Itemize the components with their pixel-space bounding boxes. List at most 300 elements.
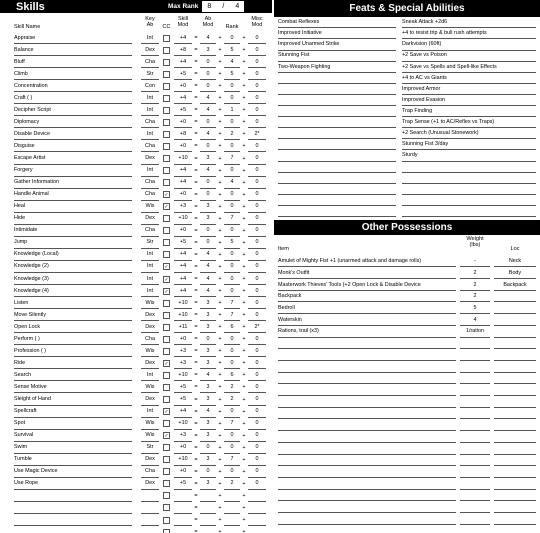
possession-location[interactable] xyxy=(494,455,536,466)
skill-misc-mod[interactable]: 0 xyxy=(248,430,266,442)
skill-key-ability[interactable]: Dex xyxy=(141,357,159,369)
possession-location[interactable] xyxy=(494,350,536,361)
skill-ability-mod[interactable]: 3 xyxy=(200,201,216,213)
skill-key-ability[interactable]: Wis xyxy=(141,430,159,442)
feat-entry[interactable] xyxy=(278,117,396,128)
possession-location[interactable] xyxy=(494,361,536,372)
skill-name[interactable]: Perform ( ) xyxy=(14,333,132,345)
skill-key-ability[interactable]: Int xyxy=(141,369,159,381)
skill-name[interactable]: Hide xyxy=(14,213,132,225)
possession-item[interactable] xyxy=(278,408,456,419)
skill-cc-checkbox[interactable]: ✓ xyxy=(164,288,169,295)
skill-key-ability[interactable]: Wis xyxy=(141,297,159,309)
skill-name[interactable]: Intimidate xyxy=(14,225,132,237)
skill-mod[interactable]: +5 xyxy=(174,394,192,406)
skill-rank[interactable]: 7 xyxy=(224,309,240,321)
skill-rank[interactable]: 0 xyxy=(224,32,240,44)
skill-key-ability[interactable]: Str xyxy=(141,68,159,80)
skill-misc-mod[interactable]: 0 xyxy=(248,44,266,56)
feat-entry[interactable] xyxy=(278,73,396,84)
skill-ability-mod[interactable] xyxy=(200,514,216,526)
skill-rank[interactable]: 7 xyxy=(224,454,240,466)
skill-mod[interactable]: +10 xyxy=(174,454,192,466)
skill-misc-mod[interactable]: 0 xyxy=(248,261,266,273)
possession-location[interactable] xyxy=(494,478,536,489)
possession-location[interactable] xyxy=(494,432,536,443)
skill-ability-mod[interactable]: 0 xyxy=(200,237,216,249)
skill-name[interactable]: Spot xyxy=(14,418,132,430)
skill-ability-mod[interactable]: 0 xyxy=(200,140,216,152)
possession-item[interactable] xyxy=(278,432,456,443)
skill-cc-checkbox[interactable]: ✓ xyxy=(164,433,169,440)
skill-cc-checkbox[interactable] xyxy=(163,107,170,114)
special-ability-entry[interactable]: +2 Save vs Poison xyxy=(402,50,536,61)
skill-ability-mod[interactable]: 3 xyxy=(200,478,216,490)
skill-name[interactable]: Survival xyxy=(14,430,132,442)
skill-ability-mod[interactable] xyxy=(200,526,216,533)
skill-rank[interactable]: 0 xyxy=(224,406,240,418)
special-ability-entry[interactable]: +4 to resist trip & bull rush attempts xyxy=(402,28,536,39)
skill-name[interactable]: Spellcraft xyxy=(14,406,132,418)
special-ability-entry[interactable]: Trap Finding xyxy=(402,106,536,117)
skill-mod[interactable]: +5 xyxy=(174,68,192,80)
feat-entry[interactable] xyxy=(278,84,396,95)
skill-name[interactable]: Handle Animal xyxy=(14,189,132,201)
skill-ability-mod[interactable]: 3 xyxy=(200,418,216,430)
skill-mod[interactable]: +0 xyxy=(174,80,192,92)
skill-mod[interactable]: +0 xyxy=(174,116,192,128)
skill-misc-mod[interactable]: 0 xyxy=(248,285,266,297)
skill-name[interactable]: Sense Motive xyxy=(14,381,132,393)
skill-mod[interactable]: +4 xyxy=(174,406,192,418)
max-rank-box[interactable] xyxy=(202,1,244,12)
skill-rank[interactable]: 7 xyxy=(224,153,240,165)
skill-key-ability[interactable]: Cha xyxy=(141,225,159,237)
skill-ability-mod[interactable]: 3 xyxy=(200,213,216,225)
skill-ability-mod[interactable]: 3 xyxy=(200,381,216,393)
skill-misc-mod[interactable]: 0 xyxy=(248,418,266,430)
skill-rank[interactable] xyxy=(224,502,240,514)
skill-cc-checkbox[interactable] xyxy=(163,348,170,355)
skill-misc-mod[interactable]: 0 xyxy=(248,309,266,321)
skill-key-ability[interactable]: Int xyxy=(141,104,159,116)
possession-location[interactable] xyxy=(494,490,536,501)
skill-cc-checkbox[interactable] xyxy=(163,384,170,391)
possession-weight[interactable]: 2 xyxy=(460,268,490,279)
special-ability-entry[interactable]: Trap Sense (+1 to AC/Reflex vs Traps) xyxy=(402,117,536,128)
skill-key-ability[interactable]: Int xyxy=(141,249,159,261)
special-ability-entry[interactable]: Sneak Attack +2d6 xyxy=(402,17,536,28)
possession-location[interactable] xyxy=(494,513,536,524)
skill-name[interactable]: Jump xyxy=(14,237,132,249)
skill-key-ability[interactable]: Cha xyxy=(141,116,159,128)
skill-cc-checkbox[interactable] xyxy=(163,468,170,475)
skill-misc-mod[interactable]: 0 xyxy=(248,249,266,261)
skill-name[interactable]: Diplomacy xyxy=(14,116,132,128)
skill-rank[interactable]: 0 xyxy=(224,285,240,297)
skill-name[interactable]: Use Rope xyxy=(14,478,132,490)
skill-cc-checkbox[interactable] xyxy=(163,372,170,379)
skill-rank[interactable]: 0 xyxy=(224,140,240,152)
skill-name[interactable]: Knowledge (2) xyxy=(14,261,132,273)
possession-location[interactable]: Backpack xyxy=(494,279,536,290)
skill-key-ability[interactable]: Int xyxy=(141,92,159,104)
skill-rank[interactable]: 7 xyxy=(224,213,240,225)
skill-misc-mod[interactable] xyxy=(248,526,266,533)
skill-key-ability[interactable] xyxy=(141,502,159,514)
skill-mod[interactable]: +8 xyxy=(174,44,192,56)
skill-key-ability[interactable]: Dex xyxy=(141,478,159,490)
skill-cc-checkbox[interactable] xyxy=(163,312,170,319)
skill-key-ability[interactable]: Int xyxy=(141,273,159,285)
skill-misc-mod[interactable]: 0 xyxy=(248,213,266,225)
skill-key-ability[interactable]: Cha xyxy=(141,189,159,201)
skill-key-ability[interactable]: Dex xyxy=(141,153,159,165)
skill-rank[interactable]: 5 xyxy=(224,44,240,56)
possession-weight[interactable]: 5 xyxy=(460,303,490,314)
skill-key-ability[interactable]: Dex xyxy=(141,44,159,56)
skill-key-ability[interactable]: Dex xyxy=(141,213,159,225)
skill-rank[interactable]: 0 xyxy=(224,80,240,92)
skill-name[interactable]: Balance xyxy=(14,44,132,56)
skill-misc-mod[interactable]: 0 xyxy=(248,237,266,249)
skill-rank[interactable]: 7 xyxy=(224,297,240,309)
skill-name[interactable]: Appraise xyxy=(14,32,132,44)
possession-location[interactable] xyxy=(494,502,536,513)
skill-key-ability[interactable]: Str xyxy=(141,442,159,454)
possession-weight[interactable] xyxy=(460,513,490,524)
feat-entry[interactable] xyxy=(278,172,396,183)
skill-rank[interactable]: 1 xyxy=(224,104,240,116)
skill-rank[interactable] xyxy=(224,490,240,502)
possession-location[interactable] xyxy=(494,291,536,302)
skill-misc-mod[interactable]: 0 xyxy=(248,297,266,309)
skill-cc-checkbox[interactable] xyxy=(163,504,170,511)
skill-mod[interactable]: +4 xyxy=(174,285,192,297)
skill-misc-mod[interactable]: 0 xyxy=(248,201,266,213)
skill-cc-checkbox[interactable]: ✓ xyxy=(164,360,169,367)
skill-name[interactable]: Sleight of Hand xyxy=(14,394,132,406)
possession-location[interactable] xyxy=(494,396,536,407)
possession-location[interactable] xyxy=(494,338,536,349)
skill-misc-mod[interactable]: 2* xyxy=(248,321,266,333)
skill-mod[interactable]: +4 xyxy=(174,92,192,104)
possession-item[interactable] xyxy=(278,350,456,361)
skill-cc-checkbox[interactable]: ✓ xyxy=(164,409,169,416)
skill-misc-mod[interactable]: 0 xyxy=(248,225,266,237)
skill-ability-mod[interactable]: 0 xyxy=(200,442,216,454)
skill-misc-mod[interactable]: 0 xyxy=(248,333,266,345)
skill-rank[interactable]: 0 xyxy=(224,261,240,273)
possession-location[interactable] xyxy=(494,385,536,396)
skill-mod[interactable] xyxy=(174,514,192,526)
skill-rank[interactable]: 4 xyxy=(224,177,240,189)
skill-key-ability[interactable]: Wis xyxy=(141,201,159,213)
skill-name[interactable]: Knowledge (4) xyxy=(14,285,132,297)
skill-rank[interactable] xyxy=(224,514,240,526)
skill-misc-mod[interactable]: 0 xyxy=(248,165,266,177)
skill-mod[interactable]: +5 xyxy=(174,478,192,490)
skill-key-ability[interactable]: Dex xyxy=(141,321,159,333)
skill-mod[interactable]: +4 xyxy=(174,273,192,285)
skill-name[interactable]: Concentration xyxy=(14,80,132,92)
possession-weight[interactable]: 2 xyxy=(460,279,490,290)
skill-cc-checkbox[interactable] xyxy=(163,324,170,331)
skill-ability-mod[interactable]: 0 xyxy=(200,80,216,92)
possession-weight[interactable] xyxy=(460,478,490,489)
skill-cc-checkbox[interactable] xyxy=(163,227,170,234)
skill-cc-checkbox[interactable] xyxy=(163,492,170,499)
skill-mod[interactable]: +4 xyxy=(174,177,192,189)
skill-cc-checkbox[interactable] xyxy=(163,300,170,307)
skill-name[interactable]: Bluff xyxy=(14,56,132,68)
skill-mod[interactable] xyxy=(174,526,192,533)
skill-rank[interactable]: 0 xyxy=(224,116,240,128)
skill-mod[interactable]: +5 xyxy=(174,104,192,116)
skill-mod[interactable] xyxy=(174,490,192,502)
possession-location[interactable] xyxy=(494,303,536,314)
skill-name[interactable] xyxy=(14,514,132,526)
skill-ability-mod[interactable]: 4 xyxy=(200,406,216,418)
possession-weight[interactable]: 4 xyxy=(460,315,490,326)
skill-misc-mod[interactable]: 0 xyxy=(248,32,266,44)
skill-name[interactable]: Knowledge (3) xyxy=(14,273,132,285)
skill-misc-mod[interactable]: 2* xyxy=(248,128,266,140)
skill-ability-mod[interactable]: 4 xyxy=(200,285,216,297)
skill-key-ability[interactable]: Wis xyxy=(141,418,159,430)
skill-rank[interactable]: 0 xyxy=(224,333,240,345)
skill-key-ability[interactable]: Int xyxy=(141,32,159,44)
skill-rank[interactable]: 0 xyxy=(224,273,240,285)
skill-cc-checkbox[interactable] xyxy=(163,251,170,258)
skill-name[interactable]: Tumble xyxy=(14,454,132,466)
skill-cc-checkbox[interactable] xyxy=(163,456,170,463)
skill-key-ability[interactable]: Cha xyxy=(141,140,159,152)
possession-weight[interactable] xyxy=(460,490,490,501)
skill-mod[interactable]: +10 xyxy=(174,213,192,225)
skill-key-ability[interactable]: Dex xyxy=(141,454,159,466)
possession-item[interactable] xyxy=(278,385,456,396)
skill-rank[interactable]: 0 xyxy=(224,92,240,104)
skill-mod[interactable]: +3 xyxy=(174,430,192,442)
skill-name[interactable]: Open Lock xyxy=(14,321,132,333)
skill-name[interactable]: Swim xyxy=(14,442,132,454)
skill-misc-mod[interactable]: 0 xyxy=(248,345,266,357)
skill-rank[interactable]: 4 xyxy=(224,56,240,68)
skill-misc-mod[interactable]: 0 xyxy=(248,369,266,381)
possession-item[interactable]: Monk's Outfit xyxy=(278,268,456,279)
skill-key-ability[interactable] xyxy=(141,514,159,526)
skill-cc-checkbox[interactable]: ✓ xyxy=(164,204,169,211)
skill-ability-mod[interactable]: 4 xyxy=(200,104,216,116)
skill-key-ability[interactable]: Cha xyxy=(141,56,159,68)
skill-misc-mod[interactable]: 0 xyxy=(248,454,266,466)
possession-item[interactable] xyxy=(278,490,456,501)
possession-location[interactable] xyxy=(494,315,536,326)
skill-mod[interactable]: +10 xyxy=(174,309,192,321)
skill-misc-mod[interactable]: 0 xyxy=(248,116,266,128)
possession-item[interactable] xyxy=(278,361,456,372)
feat-entry[interactable]: Stunning Fist xyxy=(278,50,396,61)
skill-key-ability[interactable] xyxy=(141,526,159,533)
skill-cc-checkbox[interactable] xyxy=(163,239,170,246)
skill-rank[interactable] xyxy=(224,526,240,533)
possession-weight[interactable] xyxy=(460,432,490,443)
possession-weight[interactable] xyxy=(460,408,490,419)
possession-location[interactable]: Neck xyxy=(494,256,536,267)
skill-ability-mod[interactable]: 3 xyxy=(200,44,216,56)
possession-weight[interactable] xyxy=(460,385,490,396)
special-ability-entry[interactable]: Stunning Fist 3/day xyxy=(402,139,536,150)
special-ability-entry[interactable] xyxy=(402,206,536,217)
skill-rank[interactable]: 2 xyxy=(224,394,240,406)
special-ability-entry[interactable]: +2 Save vs Spells and Spell-like Effects xyxy=(402,61,536,72)
possession-location[interactable] xyxy=(494,467,536,478)
possession-weight[interactable]: 2 xyxy=(460,291,490,302)
skill-key-ability[interactable]: Dex xyxy=(141,394,159,406)
feat-entry[interactable]: Two-Weapon Fighting xyxy=(278,61,396,72)
feat-entry[interactable] xyxy=(278,95,396,106)
possession-weight[interactable] xyxy=(460,502,490,513)
skill-misc-mod[interactable]: 0 xyxy=(248,466,266,478)
skill-name[interactable]: Move Silently xyxy=(14,309,132,321)
skill-ability-mod[interactable] xyxy=(200,502,216,514)
skill-ability-mod[interactable]: 3 xyxy=(200,309,216,321)
feat-entry[interactable] xyxy=(278,150,396,161)
skill-misc-mod[interactable]: 0 xyxy=(248,80,266,92)
skill-mod[interactable]: +0 xyxy=(174,189,192,201)
special-ability-entry[interactable] xyxy=(402,172,536,183)
skill-rank[interactable]: 0 xyxy=(224,249,240,261)
skill-ability-mod[interactable]: 4 xyxy=(200,92,216,104)
possession-item[interactable]: Masterwork Thieves' Tools (+2 Open Lock & Disable Device xyxy=(278,279,456,290)
skill-rank[interactable]: 0 xyxy=(224,357,240,369)
skill-cc-checkbox[interactable] xyxy=(163,396,170,403)
skill-mod[interactable]: +4 xyxy=(174,261,192,273)
feat-entry[interactable] xyxy=(278,206,396,217)
skill-ability-mod[interactable]: 3 xyxy=(200,430,216,442)
possession-location[interactable] xyxy=(494,443,536,454)
skill-cc-checkbox[interactable] xyxy=(163,119,170,126)
skill-misc-mod[interactable]: 0 xyxy=(248,357,266,369)
skill-rank[interactable]: 0 xyxy=(224,165,240,177)
skill-misc-mod[interactable] xyxy=(248,502,266,514)
skill-key-ability[interactable]: Int xyxy=(141,285,159,297)
possession-location[interactable] xyxy=(494,373,536,384)
skill-ability-mod[interactable]: 0 xyxy=(200,177,216,189)
possession-location[interactable] xyxy=(494,326,536,337)
feat-entry[interactable]: Improved Initiative xyxy=(278,28,396,39)
skill-rank[interactable]: 7 xyxy=(224,418,240,430)
skill-rank[interactable]: 2 xyxy=(224,478,240,490)
possession-weight[interactable] xyxy=(460,338,490,349)
skill-name[interactable]: Search xyxy=(14,369,132,381)
skill-key-ability[interactable]: Dex xyxy=(141,309,159,321)
skill-rank[interactable]: 0 xyxy=(224,201,240,213)
skill-key-ability[interactable]: Int xyxy=(141,406,159,418)
skill-ability-mod[interactable]: 3 xyxy=(200,153,216,165)
skill-mod[interactable]: +5 xyxy=(174,237,192,249)
feat-entry[interactable] xyxy=(278,139,396,150)
possession-weight[interactable] xyxy=(460,443,490,454)
skill-key-ability[interactable] xyxy=(141,490,159,502)
skill-cc-checkbox[interactable] xyxy=(163,179,170,186)
skill-cc-checkbox[interactable] xyxy=(163,336,170,343)
skill-rank[interactable]: 6 xyxy=(224,321,240,333)
skill-ability-mod[interactable]: 3 xyxy=(200,394,216,406)
skill-ability-mod[interactable]: 3 xyxy=(200,297,216,309)
skill-key-ability[interactable]: Cha xyxy=(141,177,159,189)
possession-item[interactable] xyxy=(278,396,456,407)
skill-name[interactable] xyxy=(14,490,132,502)
skill-misc-mod[interactable]: 0 xyxy=(248,68,266,80)
skill-cc-checkbox[interactable] xyxy=(163,59,170,66)
skill-mod[interactable]: +4 xyxy=(174,249,192,261)
possession-item[interactable] xyxy=(278,338,456,349)
special-ability-entry[interactable]: +4 to AC vs Giants xyxy=(402,73,536,84)
possession-item[interactable] xyxy=(278,478,456,489)
possession-location[interactable] xyxy=(494,408,536,419)
skill-rank[interactable]: 0 xyxy=(224,345,240,357)
skill-key-ability[interactable]: Cha xyxy=(141,333,159,345)
special-ability-entry[interactable]: Improved Evasion xyxy=(402,95,536,106)
skill-mod[interactable]: +0 xyxy=(174,466,192,478)
skill-mod[interactable]: +4 xyxy=(174,32,192,44)
feat-entry[interactable]: Combat Reflexes xyxy=(278,17,396,28)
possession-item[interactable]: Waterskin xyxy=(278,315,456,326)
skill-ability-mod[interactable]: 4 xyxy=(200,128,216,140)
skill-ability-mod[interactable]: 3 xyxy=(200,454,216,466)
skill-mod[interactable]: +5 xyxy=(174,381,192,393)
skill-misc-mod[interactable]: 0 xyxy=(248,104,266,116)
skill-cc-checkbox[interactable] xyxy=(163,215,170,222)
possession-location[interactable]: Body xyxy=(494,268,536,279)
skill-cc-checkbox[interactable]: ✓ xyxy=(164,264,169,271)
skill-cc-checkbox[interactable] xyxy=(163,47,170,54)
skill-key-ability[interactable]: Cha xyxy=(141,466,159,478)
skill-ability-mod[interactable]: 4 xyxy=(200,32,216,44)
skill-ability-mod[interactable]: 4 xyxy=(200,273,216,285)
skill-rank[interactable]: 5 xyxy=(224,237,240,249)
skill-rank[interactable]: 0 xyxy=(224,189,240,201)
skill-cc-checkbox[interactable] xyxy=(163,167,170,174)
possession-weight[interactable] xyxy=(460,420,490,431)
feat-entry[interactable] xyxy=(278,128,396,139)
skill-rank[interactable]: 0 xyxy=(224,466,240,478)
skill-ability-mod[interactable]: 3 xyxy=(200,321,216,333)
feat-entry[interactable] xyxy=(278,106,396,117)
skill-ability-mod[interactable]: 4 xyxy=(200,261,216,273)
skill-cc-checkbox[interactable] xyxy=(163,529,170,533)
skill-name[interactable] xyxy=(14,526,132,533)
skill-ability-mod[interactable]: 0 xyxy=(200,225,216,237)
skill-key-ability[interactable]: Con xyxy=(141,80,159,92)
skill-name[interactable]: Forgery xyxy=(14,165,132,177)
skill-cc-checkbox[interactable] xyxy=(163,71,170,78)
skill-mod[interactable]: +0 xyxy=(174,225,192,237)
skill-key-ability[interactable]: Wis xyxy=(141,381,159,393)
skill-misc-mod[interactable] xyxy=(248,514,266,526)
skill-name[interactable]: Heal xyxy=(14,201,132,213)
skill-cc-checkbox[interactable] xyxy=(163,480,170,487)
skill-name[interactable] xyxy=(14,502,132,514)
skill-name[interactable]: Knowledge (Local) xyxy=(14,249,132,261)
skill-mod[interactable]: +3 xyxy=(174,357,192,369)
skill-misc-mod[interactable]: 0 xyxy=(248,153,266,165)
skill-cc-checkbox[interactable] xyxy=(163,143,170,150)
skill-misc-mod[interactable]: 0 xyxy=(248,478,266,490)
skill-cc-checkbox[interactable] xyxy=(163,420,170,427)
